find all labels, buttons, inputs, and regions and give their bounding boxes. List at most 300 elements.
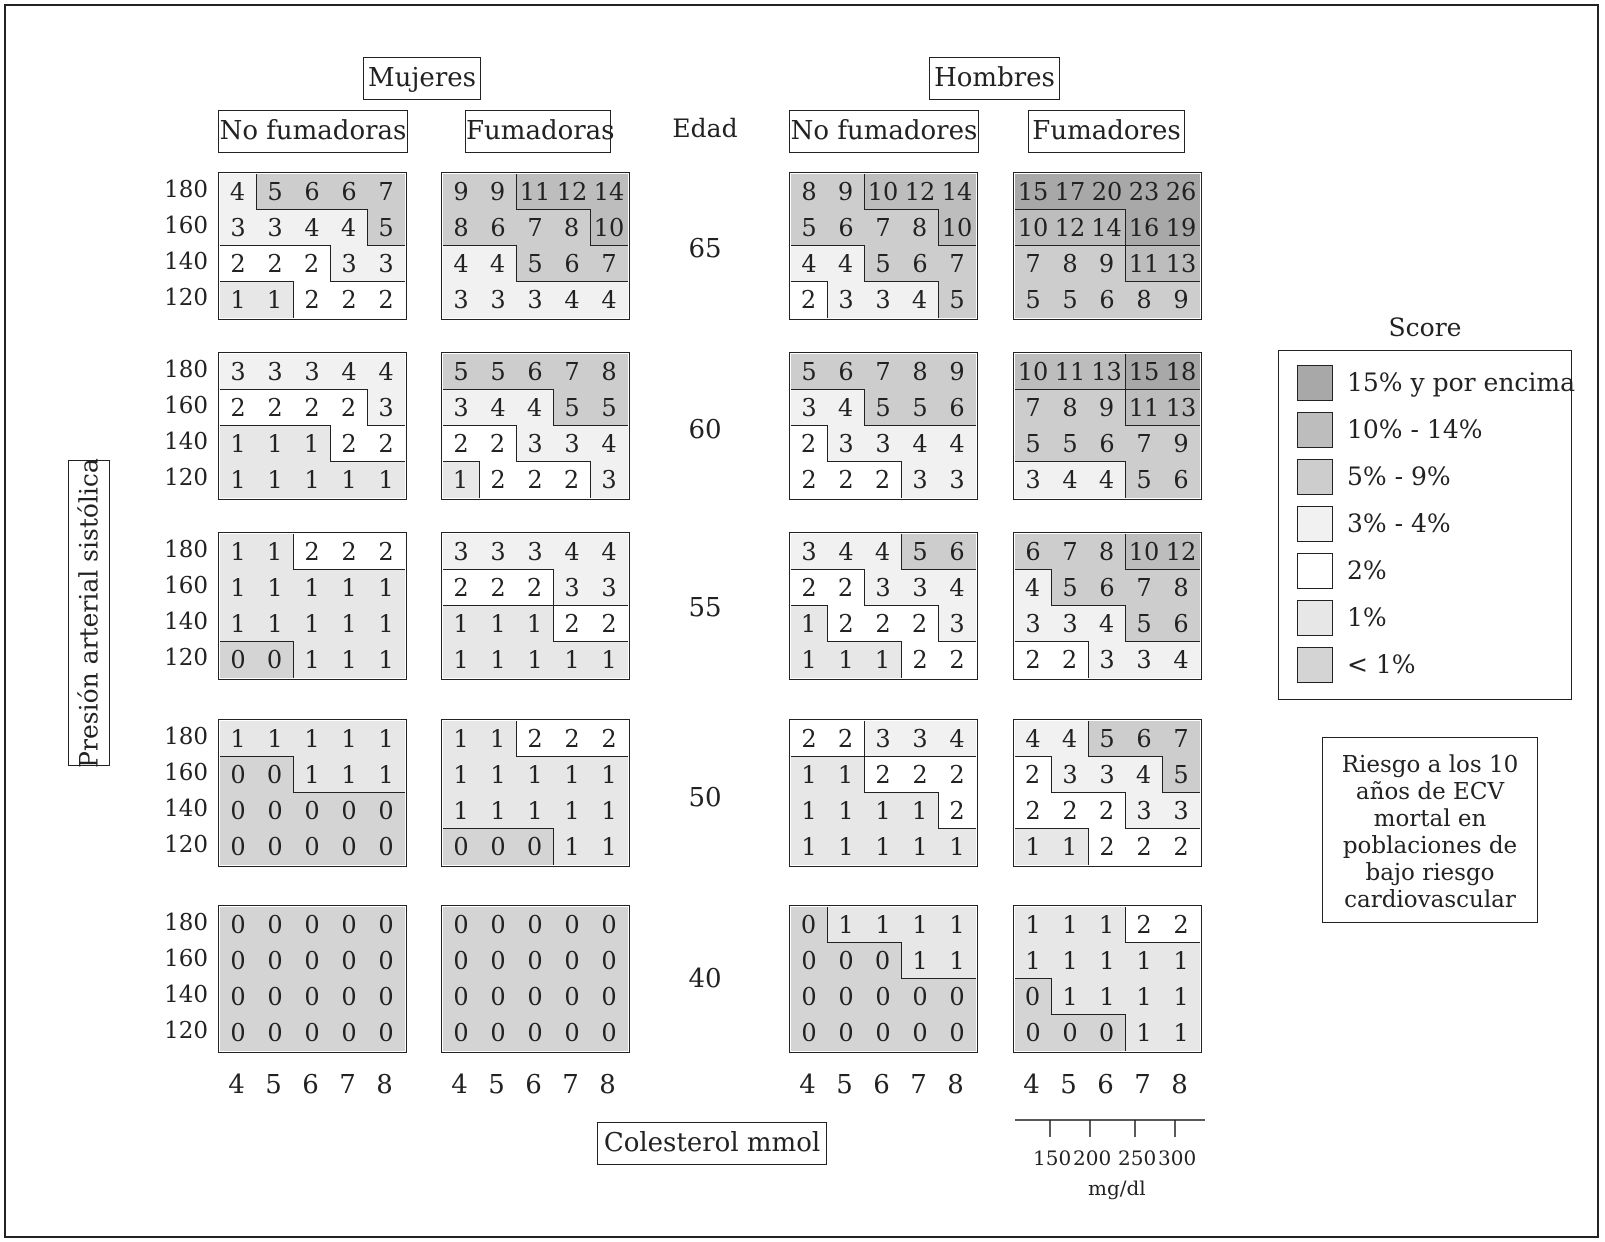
risk-cell: 4: [1015, 721, 1052, 757]
bp-label: 140: [164, 982, 208, 1008]
risk-cell: 1: [443, 606, 480, 642]
risk-cell: 9: [939, 354, 976, 390]
risk-cell: 0: [294, 793, 331, 829]
risk-cell: 6: [902, 246, 939, 282]
risk-cell: 1: [791, 642, 828, 678]
cholesterol-tick: 7: [910, 1070, 927, 1100]
risk-cell: 6: [828, 210, 865, 246]
legend-swatch: [1297, 412, 1333, 448]
legend-label: 10% - 14%: [1347, 415, 1483, 444]
risk-cell: 0: [368, 793, 405, 829]
risk-cell: 11: [1052, 354, 1089, 390]
risk-cell: 2: [331, 534, 368, 570]
risk-cell: 0: [294, 979, 331, 1015]
risk-cell: 0: [220, 793, 257, 829]
bp-label: 160: [164, 573, 208, 599]
risk-cell: 1: [1015, 943, 1052, 979]
risk-cell: 1: [902, 907, 939, 943]
risk-cell: 2: [791, 282, 828, 318]
risk-cell: 2: [865, 757, 902, 793]
risk-cell: 0: [220, 757, 257, 793]
risk-cell: 5: [902, 390, 939, 426]
risk-cell: 0: [902, 1015, 939, 1051]
risk-cell: 5: [1126, 462, 1163, 498]
risk-grid: [441, 719, 630, 867]
bp-label: 120: [164, 465, 208, 491]
risk-cell: 2: [331, 426, 368, 462]
risk-cell: 1: [220, 282, 257, 318]
risk-cell: 0: [294, 943, 331, 979]
risk-cell: 0: [480, 907, 517, 943]
bp-label: 180: [164, 724, 208, 750]
cholesterol-tick: 5: [488, 1070, 505, 1100]
risk-cell: 9: [828, 174, 865, 210]
legend: [1278, 350, 1576, 700]
risk-cell: 0: [1015, 979, 1052, 1015]
risk-cell: 2: [828, 721, 865, 757]
note-line-3: mortal en: [1373, 806, 1487, 832]
risk-cell: 10: [939, 210, 976, 246]
risk-cell: 1: [294, 570, 331, 606]
risk-cell: 1: [554, 642, 591, 678]
risk-cell: 0: [1015, 1015, 1052, 1051]
risk-cell: 8: [1089, 534, 1126, 570]
risk-cell: 1: [220, 534, 257, 570]
risk-cell: 3: [1052, 757, 1089, 793]
risk-grid: [441, 172, 630, 320]
risk-cell: 1: [480, 793, 517, 829]
risk-cell: 6: [1163, 606, 1200, 642]
bp-label: 160: [164, 946, 208, 972]
risk-cell: 1: [1163, 1015, 1200, 1051]
risk-cell: 1: [1015, 907, 1052, 943]
risk-cell: 5: [791, 354, 828, 390]
risk-cell: 10: [1126, 534, 1163, 570]
legend-label: 3% - 4%: [1347, 509, 1451, 538]
risk-cell: 0: [220, 829, 257, 865]
risk-cell: 4: [480, 390, 517, 426]
risk-cell: 2: [939, 642, 976, 678]
risk-cell: 6: [294, 174, 331, 210]
risk-cell: 5: [1015, 426, 1052, 462]
cholesterol-tick: 8: [1171, 1070, 1188, 1100]
risk-cell: 2: [257, 246, 294, 282]
risk-cell: 17: [1052, 174, 1089, 210]
risk-cell: 0: [865, 1015, 902, 1051]
risk-cell: 0: [331, 1015, 368, 1051]
risk-cell: 3: [591, 462, 628, 498]
risk-cell: 1: [517, 642, 554, 678]
risk-cell: 3: [554, 570, 591, 606]
bp-label: 120: [164, 645, 208, 671]
risk-cell: 3: [443, 282, 480, 318]
risk-cell: 0: [554, 907, 591, 943]
risk-cell: 0: [517, 943, 554, 979]
risk-cell: 1: [294, 606, 331, 642]
risk-cell: 5: [865, 390, 902, 426]
risk-cell: 0: [828, 1015, 865, 1051]
note-line-4: poblaciones de: [1342, 833, 1518, 859]
risk-cell: 2: [939, 757, 976, 793]
y-axis-label: Presión arterial sistólica: [68, 460, 110, 766]
risk-cell: 14: [591, 174, 628, 210]
risk-cell: 0: [443, 979, 480, 1015]
risk-cell: 1: [1126, 1015, 1163, 1051]
risk-cell: 1: [865, 907, 902, 943]
group-header-women-nonsmokers: No fumadoras: [218, 110, 408, 153]
risk-cell: 2: [791, 721, 828, 757]
risk-cell: 1: [1052, 829, 1089, 865]
cholesterol-tick: 4: [451, 1070, 468, 1100]
risk-cell: 4: [1163, 642, 1200, 678]
risk-cell: 0: [294, 1015, 331, 1051]
legend-label: < 1%: [1347, 650, 1416, 679]
risk-cell: 1: [443, 721, 480, 757]
risk-cell: 7: [1015, 246, 1052, 282]
risk-cell: 1: [1052, 943, 1089, 979]
cholesterol-tick: 5: [836, 1070, 853, 1100]
risk-cell: 5: [257, 174, 294, 210]
risk-cell: 0: [220, 907, 257, 943]
risk-cell: 7: [865, 210, 902, 246]
risk-cell: 4: [554, 282, 591, 318]
risk-cell: 1: [480, 642, 517, 678]
risk-cell: 1: [257, 570, 294, 606]
risk-cell: 10: [1015, 354, 1052, 390]
risk-cell: 5: [1052, 570, 1089, 606]
mgdl-tick-label-250: 250: [1118, 1146, 1157, 1170]
cholesterol-tick: 4: [1023, 1070, 1040, 1100]
risk-cell: 2: [480, 570, 517, 606]
risk-cell: 4: [480, 246, 517, 282]
risk-cell: 0: [331, 943, 368, 979]
risk-cell: 1: [828, 793, 865, 829]
risk-cell: 0: [257, 979, 294, 1015]
risk-cell: 6: [480, 210, 517, 246]
risk-cell: 10: [1015, 210, 1052, 246]
risk-cell: 3: [1126, 642, 1163, 678]
risk-cell: 2: [1163, 907, 1200, 943]
risk-cell: 0: [939, 979, 976, 1015]
risk-cell: 4: [1089, 462, 1126, 498]
x-axis-label: Colesterol mmol: [597, 1122, 827, 1165]
risk-cell: 1: [902, 829, 939, 865]
note-line-6: cardiovascular: [1344, 887, 1516, 913]
risk-cell: 9: [1089, 246, 1126, 282]
risk-cell: 0: [368, 829, 405, 865]
risk-cell: 9: [443, 174, 480, 210]
risk-cell: 1: [591, 642, 628, 678]
risk-cell: 4: [220, 174, 257, 210]
cholesterol-tick: 8: [947, 1070, 964, 1100]
risk-cell: 1: [368, 462, 405, 498]
risk-cell: 4: [1015, 570, 1052, 606]
risk-grid: [218, 532, 407, 680]
risk-cell: 2: [331, 282, 368, 318]
risk-grid: [789, 532, 978, 680]
risk-cell: 12: [1052, 210, 1089, 246]
risk-cell: 1: [865, 642, 902, 678]
risk-cell: 1: [331, 721, 368, 757]
risk-cell: 0: [791, 1015, 828, 1051]
risk-cell: 1: [331, 570, 368, 606]
risk-cell: 2: [443, 570, 480, 606]
risk-cell: 1: [591, 793, 628, 829]
risk-cell: 6: [1089, 426, 1126, 462]
risk-grid: [218, 172, 407, 320]
risk-cell: 1: [294, 462, 331, 498]
risk-cell: 1: [902, 943, 939, 979]
risk-cell: 3: [220, 354, 257, 390]
risk-cell: 1: [257, 282, 294, 318]
risk-cell: 8: [1052, 246, 1089, 282]
risk-cell: 4: [517, 390, 554, 426]
risk-cell: 3: [591, 570, 628, 606]
risk-cell: 18: [1163, 354, 1200, 390]
risk-cell: 0: [480, 1015, 517, 1051]
legend-swatch: [1297, 553, 1333, 589]
risk-cell: 12: [902, 174, 939, 210]
bp-label: 180: [164, 357, 208, 383]
risk-cell: 3: [791, 534, 828, 570]
risk-cell: 9: [480, 174, 517, 210]
risk-cell: 2: [828, 462, 865, 498]
risk-cell: 0: [591, 979, 628, 1015]
risk-cell: 2: [1015, 757, 1052, 793]
legend-label: 2%: [1347, 556, 1387, 585]
risk-cell: 4: [591, 282, 628, 318]
risk-cell: 1: [517, 757, 554, 793]
risk-grid: [1013, 905, 1202, 1053]
risk-cell: 26: [1163, 174, 1200, 210]
risk-cell: 1: [257, 606, 294, 642]
risk-cell: 0: [554, 943, 591, 979]
risk-cell: 4: [368, 354, 405, 390]
risk-cell: 1: [294, 426, 331, 462]
legend-label: 1%: [1347, 603, 1387, 632]
risk-cell: 1: [554, 757, 591, 793]
risk-cell: 2: [939, 793, 976, 829]
risk-grid: [1013, 719, 1202, 867]
risk-cell: 4: [1126, 757, 1163, 793]
risk-cell: 0: [443, 829, 480, 865]
risk-cell: 2: [1089, 793, 1126, 829]
risk-cell: 0: [220, 1015, 257, 1051]
risk-cell: 1: [791, 757, 828, 793]
risk-cell: 8: [554, 210, 591, 246]
risk-cell: 6: [939, 390, 976, 426]
risk-cell: 1: [443, 757, 480, 793]
risk-cell: 3: [902, 462, 939, 498]
risk-cell: 1: [257, 721, 294, 757]
risk-cell: 1: [443, 462, 480, 498]
men-header: Hombres: [929, 57, 1060, 100]
risk-cell: 5: [939, 282, 976, 318]
risk-cell: 2: [1052, 793, 1089, 829]
risk-cell: 2: [480, 462, 517, 498]
risk-cell: 3: [517, 534, 554, 570]
risk-cell: 8: [1126, 282, 1163, 318]
risk-cell: 0: [368, 979, 405, 1015]
risk-cell: 3: [828, 282, 865, 318]
risk-cell: 1: [220, 426, 257, 462]
risk-cell: 3: [517, 426, 554, 462]
risk-cell: 0: [554, 1015, 591, 1051]
risk-cell: 7: [1163, 721, 1200, 757]
risk-cell: 3: [865, 426, 902, 462]
risk-cell: 2: [828, 606, 865, 642]
risk-cell: 2: [220, 390, 257, 426]
mgdl-tick-label-300: 300: [1158, 1146, 1197, 1170]
bp-label: 140: [164, 796, 208, 822]
risk-cell: 5: [517, 246, 554, 282]
risk-grid: [441, 905, 630, 1053]
note-box: [1322, 737, 1538, 923]
risk-cell: 0: [939, 1015, 976, 1051]
risk-cell: 2: [294, 534, 331, 570]
risk-cell: 3: [902, 721, 939, 757]
risk-cell: 1: [554, 793, 591, 829]
risk-grid: [789, 172, 978, 320]
risk-cell: 7: [368, 174, 405, 210]
age-50: 50: [688, 783, 722, 813]
risk-cell: 1: [902, 793, 939, 829]
risk-cell: 2: [443, 426, 480, 462]
risk-cell: 1: [791, 606, 828, 642]
risk-cell: 3: [1089, 757, 1126, 793]
risk-cell: 3: [1126, 793, 1163, 829]
legend-label: 5% - 9%: [1347, 462, 1451, 491]
cholesterol-tick: 6: [873, 1070, 890, 1100]
group-header-men-smokers: Fumadores: [1028, 110, 1185, 153]
risk-cell: 14: [939, 174, 976, 210]
risk-cell: 1: [939, 829, 976, 865]
risk-cell: 3: [1015, 606, 1052, 642]
risk-cell: 3: [368, 390, 405, 426]
risk-cell: 1: [220, 606, 257, 642]
risk-cell: 1: [1163, 979, 1200, 1015]
risk-cell: 1: [939, 943, 976, 979]
risk-cell: 8: [591, 354, 628, 390]
risk-cell: 19: [1163, 210, 1200, 246]
risk-cell: 2: [1126, 907, 1163, 943]
risk-cell: 8: [902, 210, 939, 246]
risk-cell: 1: [1126, 943, 1163, 979]
risk-cell: 3: [443, 390, 480, 426]
risk-cell: 0: [257, 793, 294, 829]
risk-cell: 3: [294, 354, 331, 390]
risk-grid: [789, 352, 978, 500]
risk-cell: 2: [865, 462, 902, 498]
risk-cell: 11: [1126, 246, 1163, 282]
risk-cell: 0: [257, 1015, 294, 1051]
risk-cell: 0: [791, 907, 828, 943]
risk-cell: 1: [1163, 943, 1200, 979]
risk-grid: [441, 352, 630, 500]
risk-cell: 1: [257, 534, 294, 570]
risk-grid: [218, 905, 407, 1053]
risk-cell: 3: [939, 606, 976, 642]
risk-cell: 4: [939, 721, 976, 757]
risk-cell: 3: [865, 721, 902, 757]
risk-cell: 2: [1015, 793, 1052, 829]
risk-cell: 1: [368, 606, 405, 642]
bp-label: 140: [164, 609, 208, 635]
risk-cell: 3: [480, 534, 517, 570]
risk-cell: 1: [828, 907, 865, 943]
risk-cell: 4: [1052, 462, 1089, 498]
risk-cell: 4: [331, 354, 368, 390]
risk-cell: 2: [1126, 829, 1163, 865]
risk-cell: 6: [828, 354, 865, 390]
risk-cell: 4: [828, 246, 865, 282]
risk-cell: 1: [257, 462, 294, 498]
risk-cell: 0: [331, 907, 368, 943]
cholesterol-tick: 7: [562, 1070, 579, 1100]
risk-cell: 4: [1089, 606, 1126, 642]
risk-cell: 2: [791, 462, 828, 498]
risk-cell: 2: [591, 606, 628, 642]
risk-cell: 7: [1052, 534, 1089, 570]
legend-swatch: [1297, 506, 1333, 542]
risk-cell: 0: [257, 829, 294, 865]
risk-cell: 4: [591, 426, 628, 462]
risk-cell: 0: [902, 979, 939, 1015]
risk-cell: 3: [1015, 462, 1052, 498]
risk-cell: 11: [517, 174, 554, 210]
risk-cell: 5: [1052, 282, 1089, 318]
risk-cell: 0: [591, 1015, 628, 1051]
risk-cell: 5: [1089, 721, 1126, 757]
risk-cell: 1: [294, 721, 331, 757]
risk-cell: 3: [220, 210, 257, 246]
risk-cell: 5: [791, 210, 828, 246]
risk-cell: 4: [865, 534, 902, 570]
risk-cell: 1: [220, 462, 257, 498]
risk-cell: 7: [517, 210, 554, 246]
risk-cell: 4: [1052, 721, 1089, 757]
risk-cell: 3: [865, 282, 902, 318]
cholesterol-tick: 6: [302, 1070, 319, 1100]
risk-cell: 0: [791, 943, 828, 979]
risk-cell: 2: [591, 721, 628, 757]
risk-cell: 1: [368, 570, 405, 606]
risk-cell: 7: [1015, 390, 1052, 426]
risk-grid: [218, 352, 407, 500]
risk-cell: 0: [865, 943, 902, 979]
risk-cell: 12: [1163, 534, 1200, 570]
cholesterol-tick: 8: [599, 1070, 616, 1100]
risk-cell: 2: [828, 570, 865, 606]
bp-label: 160: [164, 393, 208, 419]
risk-cell: 2: [902, 757, 939, 793]
risk-cell: 3: [554, 426, 591, 462]
bp-label: 160: [164, 760, 208, 786]
risk-cell: 5: [1052, 426, 1089, 462]
risk-cell: 4: [902, 426, 939, 462]
risk-cell: 1: [331, 642, 368, 678]
legend-swatch: [1297, 647, 1333, 683]
risk-cell: 8: [1163, 570, 1200, 606]
risk-cell: 3: [865, 570, 902, 606]
risk-cell: 8: [1052, 390, 1089, 426]
risk-cell: 13: [1089, 354, 1126, 390]
risk-cell: 2: [368, 426, 405, 462]
risk-cell: 0: [865, 979, 902, 1015]
risk-cell: 0: [591, 943, 628, 979]
cholesterol-tick: 5: [1060, 1070, 1077, 1100]
risk-cell: 1: [368, 721, 405, 757]
